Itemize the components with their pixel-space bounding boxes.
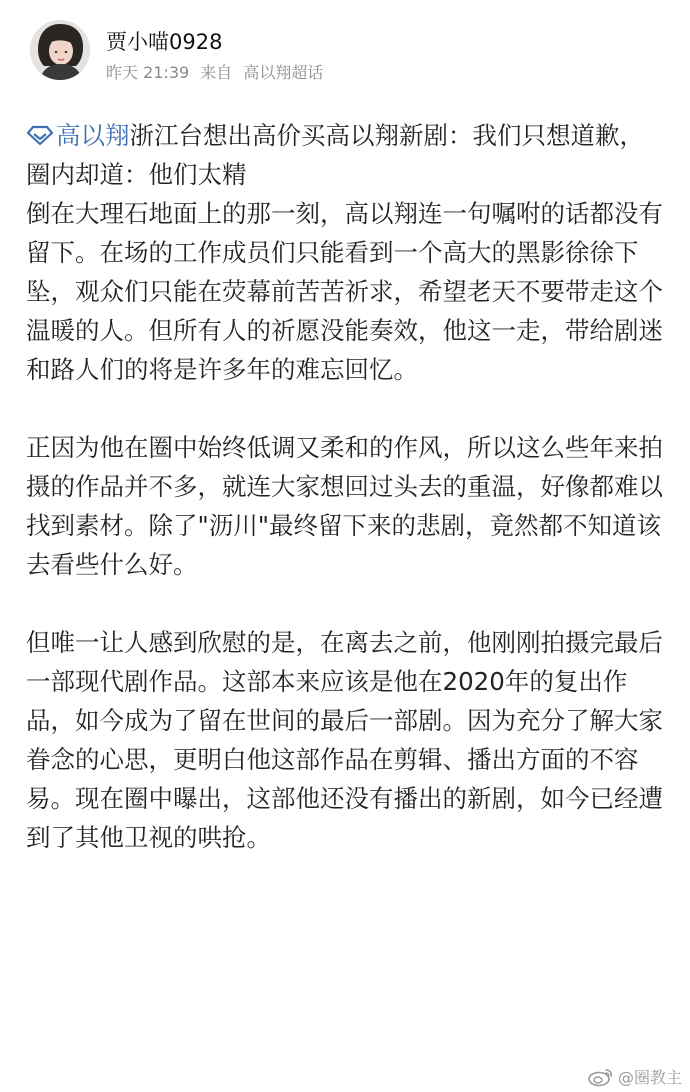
post-source[interactable]: 高以翔超话 bbox=[243, 63, 324, 82]
watermark-text: @圈教主 bbox=[617, 1068, 682, 1087]
post-meta bbox=[106, 60, 329, 83]
paragraph-1: 倒在大理石地面上的那一刻，高以翔连一句嘱咐的话都没有留下。在场的工作成员们只能看到一个高大的黑影徐徐下坠，观众们只能在荧幕前苦苦祈求，希望老天不要带走这个温暖的人。但所有人的祈愿没能奏效，他这一走，带给剧迷和路人们的将是许多年的难忘回忆。 bbox=[26, 199, 663, 384]
paragraph-2: 正因为他在圈中始终低调又柔和的作风，所以这么些年来拍摄的作品并不多，就连大家想回过头去的重温，好像都难以找到素材。除了"沥川"最终留下来的悲剧，竟然都不知道该去看些什么好。 bbox=[26, 433, 663, 579]
post-headline-paragraph bbox=[26, 116, 666, 194]
weibo-logo-icon bbox=[588, 1067, 614, 1087]
super-topic-link[interactable] bbox=[26, 121, 130, 150]
topic-name: 高以翔 bbox=[56, 121, 130, 150]
post-time: 昨天 21:39 bbox=[106, 63, 190, 82]
super-topic-diamond-icon bbox=[26, 124, 54, 146]
author-name[interactable]: 贾小喵0928 bbox=[106, 30, 223, 54]
post-headline: 浙江台想出高价买高以翔新剧：我们只想道歉，圈内却道：他们太精 bbox=[26, 121, 644, 189]
post-header bbox=[30, 20, 670, 82]
post-content bbox=[26, 116, 666, 857]
avatar-photo bbox=[30, 20, 90, 80]
avatar[interactable] bbox=[30, 20, 90, 80]
paragraph-3: 但唯一让人感到欣慰的是，在离去之前，他刚刚拍摄完最后一部现代剧作品。这部本来应该是他在2020年的复出作品，如今成为了留在世间的最后一部剧。因为充分了解大家眷念的心思，更明白他这部作品在剪辑、播出方面的不容易。现在圈中曝出，这部他还没有播出的新剧，如今已经遭到了其他卫视的哄抢。 bbox=[26, 628, 663, 852]
source-prefix: 来自 bbox=[200, 63, 233, 82]
watermark bbox=[588, 1065, 682, 1088]
